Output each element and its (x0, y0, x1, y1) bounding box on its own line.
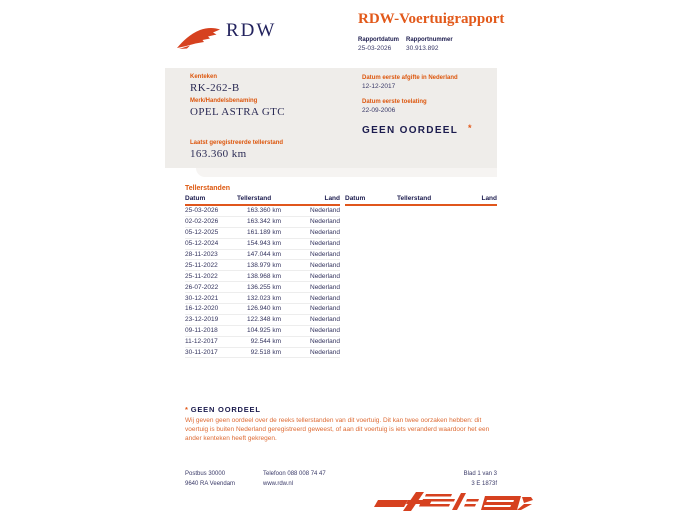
toelating-field (362, 99, 427, 114)
merk-field (190, 98, 285, 118)
table-header-2 (345, 195, 497, 206)
cell-tellerstand: 104.925 km (247, 327, 281, 335)
footer-contact (263, 469, 326, 489)
cell-tellerstand: 122.348 km (247, 316, 281, 324)
cell-tellerstand: 163.342 km (247, 218, 281, 226)
tellerstand-value: 163.360 km (190, 148, 247, 160)
table-row (185, 293, 340, 304)
footer-address-line1: Postbus 30000 (185, 471, 226, 477)
footnote-asterisk: * (185, 405, 189, 414)
cell-datum: 30-12-2021 (185, 294, 219, 302)
cell-datum: 05-12-2024 (185, 240, 219, 248)
toelating-label: Datum eerste toelating (362, 99, 427, 105)
cell-tellerstand: 92.544 km (250, 338, 281, 346)
footer-phone: Telefoon 088 008 74 47 (263, 471, 326, 477)
oordeel-asterisk: * (468, 123, 472, 133)
cell-tellerstand: 132.023 km (247, 294, 281, 302)
cell-tellerstand: 138.979 km (247, 261, 281, 269)
table-row (185, 250, 340, 261)
table-row (185, 206, 340, 217)
afgifte-field (362, 75, 458, 90)
cell-land: Nederland (310, 327, 340, 335)
tellerstand-field (190, 140, 283, 160)
toelating-value: 22-09-2006 (362, 107, 396, 114)
cell-tellerstand: 147.044 km (247, 251, 281, 258)
rdw-logo-text: RDW (226, 20, 277, 41)
rdw-logo (176, 14, 336, 54)
cell-datum: 30-11-2017 (185, 349, 218, 357)
tellerstanden-title: Tellerstanden (185, 185, 230, 192)
cell-datum: 28-11-2023 (185, 251, 218, 258)
kenteken-label: Kenteken (190, 74, 218, 80)
cell-tellerstand: 126.940 km (247, 305, 281, 313)
cell-land: Nederland (310, 316, 340, 324)
cell-land: Nederland (310, 229, 340, 237)
kenteken-value: RK-262-B (190, 82, 240, 94)
report-date-value: 25-03-2026 (358, 45, 392, 52)
table-row (185, 217, 340, 228)
table-header (185, 195, 340, 206)
col-tellerstand: Tellerstand (237, 195, 272, 202)
table-row (185, 315, 340, 326)
kenteken-field (190, 74, 240, 94)
cell-tellerstand: 154.943 km (247, 240, 281, 248)
footer-page-info (397, 469, 497, 489)
cell-datum: 26-07-2022 (185, 283, 219, 291)
cell-tellerstand: 161.189 km (247, 229, 281, 237)
footnote-text: Wij geven geen oordeel over de reeks tellerstanden van dit voertuig. Dit kan twee oorzaken hebben: dit voertuig is buiten Nederland geregistreerd geweest, of aan dit voertuig is iets veranderd waardoor het een ander kenteken heeft gekregen. (185, 417, 490, 442)
cell-datum: 23-12-2019 (185, 316, 219, 324)
footnote-heading (185, 405, 261, 414)
cell-land: Nederland (310, 218, 340, 226)
footnote-title: GEEN OORDEEL (190, 405, 261, 414)
cell-datum: 16-12-2020 (185, 305, 219, 313)
rdw-wing-icon (176, 22, 222, 50)
cell-datum: 05-12-2025 (185, 229, 219, 237)
panel-shadow-strip (196, 168, 497, 177)
footer-form-code: 3 E 1873f (471, 481, 497, 487)
tellerstand-label: Laatst geregistreerde tellerstand (190, 140, 284, 146)
report-date-label: Rapportdatum (358, 37, 399, 43)
afgifte-value: 12-12-2017 (362, 83, 396, 90)
cell-tellerstand: 136.255 km (247, 283, 281, 291)
report-number-label: Rapportnummer (406, 37, 453, 43)
cell-land: Nederland (310, 251, 340, 258)
table-row (185, 337, 340, 348)
table-row (185, 282, 340, 293)
table-row (185, 239, 340, 250)
cell-land: Nederland (310, 338, 340, 346)
table-row (185, 304, 340, 315)
cell-land: Nederland (310, 240, 340, 248)
cell-datum: 09-11-2018 (185, 327, 218, 335)
cell-land: Nederland (310, 272, 340, 280)
table-row (185, 348, 340, 359)
cell-land: Nederland (310, 349, 340, 357)
table-row (185, 271, 340, 282)
speed-stripes-graphic (372, 491, 535, 512)
cell-datum: 25-11-2022 (185, 272, 218, 280)
cell-land: Nederland (310, 207, 340, 215)
cell-land: Nederland (310, 305, 340, 313)
tellerstanden-rows (185, 206, 340, 358)
cell-datum: 25-03-2026 (185, 207, 219, 215)
oordeel-status: GEEN OORDEEL (362, 125, 459, 136)
footer-address (185, 469, 235, 489)
cell-land: Nederland (310, 261, 340, 269)
merk-value: OPEL ASTRA GTC (190, 106, 286, 118)
col-datum: Datum (185, 195, 206, 202)
table-row (185, 326, 340, 337)
cell-tellerstand: 138.968 km (247, 272, 281, 280)
col-land: Land (324, 195, 340, 202)
col-land-2: Land (481, 195, 497, 202)
report-number-field (406, 37, 453, 52)
afgifte-label: Datum eerste afgifte in Nederland (362, 75, 458, 81)
report-number-value: 30.913.892 (406, 45, 439, 52)
page-title: RDW-Voertuigrapport (358, 11, 505, 27)
cell-land: Nederland (310, 283, 340, 291)
footer-website: www.rdw.nl (263, 481, 294, 487)
tellerstanden-table (185, 195, 340, 358)
cell-tellerstand: 163.360 km (247, 207, 281, 215)
merk-label: Merk/Handelsbenaming (190, 98, 258, 104)
tellerstanden-table-2 (345, 195, 497, 206)
footer-address-line2: 9640 RA Veendam (185, 481, 236, 487)
cell-datum: 11-12-2017 (185, 338, 218, 346)
report-date-field (358, 37, 399, 52)
cell-datum: 25-11-2022 (185, 261, 218, 269)
table-row (185, 260, 340, 271)
table-row (185, 228, 340, 239)
col-tellerstand-2: Tellerstand (397, 195, 432, 202)
col-datum-2: Datum (345, 195, 366, 202)
cell-tellerstand: 92.518 km (250, 349, 281, 357)
cell-datum: 02-02-2026 (185, 218, 219, 226)
cell-land: Nederland (310, 294, 340, 302)
footer-page-number: Blad 1 van 3 (463, 471, 497, 477)
